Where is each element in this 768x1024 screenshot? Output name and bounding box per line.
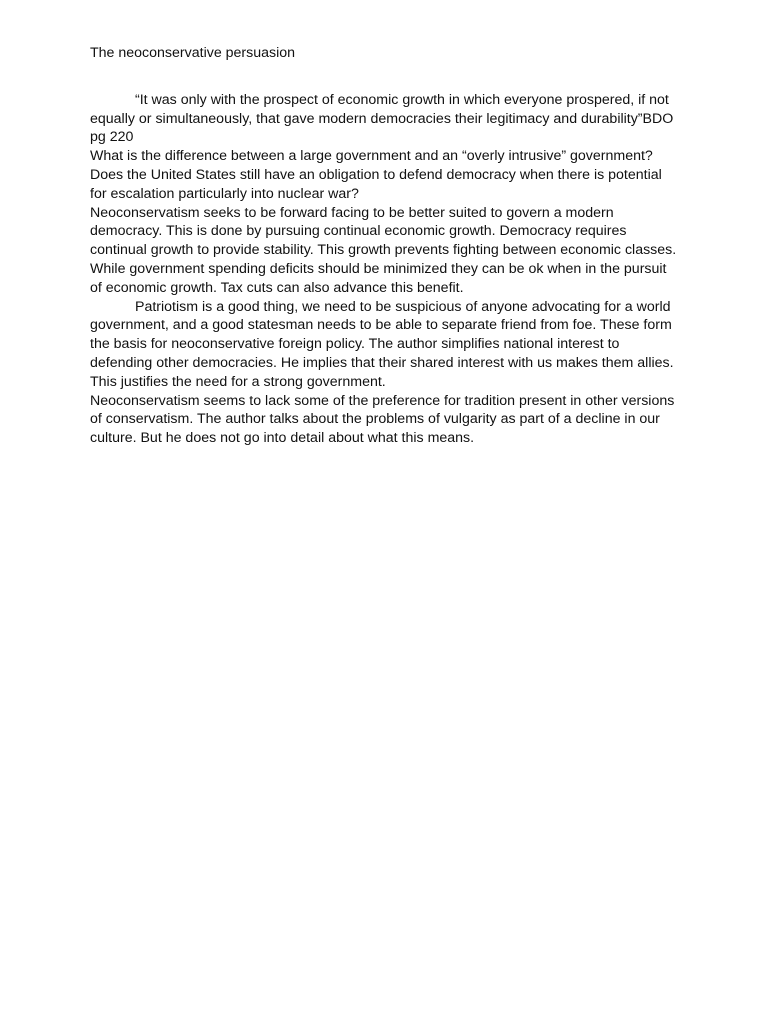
paragraph-question-government: What is the difference between a large government and an “overly intrusive” government? — [90, 148, 653, 165]
paragraph-tradition: Neoconservatism seems to lack some of the preference for tradition present in other versions of conservatism. The author talks about the problems of vulgarity as part of a decline in our culture. But he does not go into detail about what this means. — [90, 392, 675, 447]
document-title: The neoconservative persuasion — [90, 45, 296, 61]
paragraph-question-democracy: Does the United States still have an obligation to defend democracy when there is potential for escalation particularly into nuclear war? — [90, 166, 662, 202]
title-spacer — [90, 63, 682, 91]
document-body — [90, 44, 682, 448]
paragraph-economic-growth: Neoconservatism seeks to be forward facing to be better suited to govern a modern democracy. This is done by pursuing continual economic growth. Democracy requires continual growth to provide stability. This growth prevents fighting between economic classes. While government spending deficits should be minimized they can be ok when in the pursuit of economic growth. Tax cuts can also advance this benefit. — [90, 204, 677, 296]
paragraph-quote: “It was only with the prospect of economic growth in which everyone prospered, if not equally or simultaneously, that gave modern democracies their legitimacy and durability”BDO pg 220 — [90, 91, 674, 146]
paragraph-patriotism: Patriotism is a good thing, we need to be suspicious of anyone advocating for a world government, and a good statesman needs to be able to separate friend from foe. These form the basis for neoconservative foreign policy. The author simplifies national interest to defending other democracies. He implies that their shared interest with us makes them allies. This justifies the need for a strong government. — [90, 298, 674, 390]
